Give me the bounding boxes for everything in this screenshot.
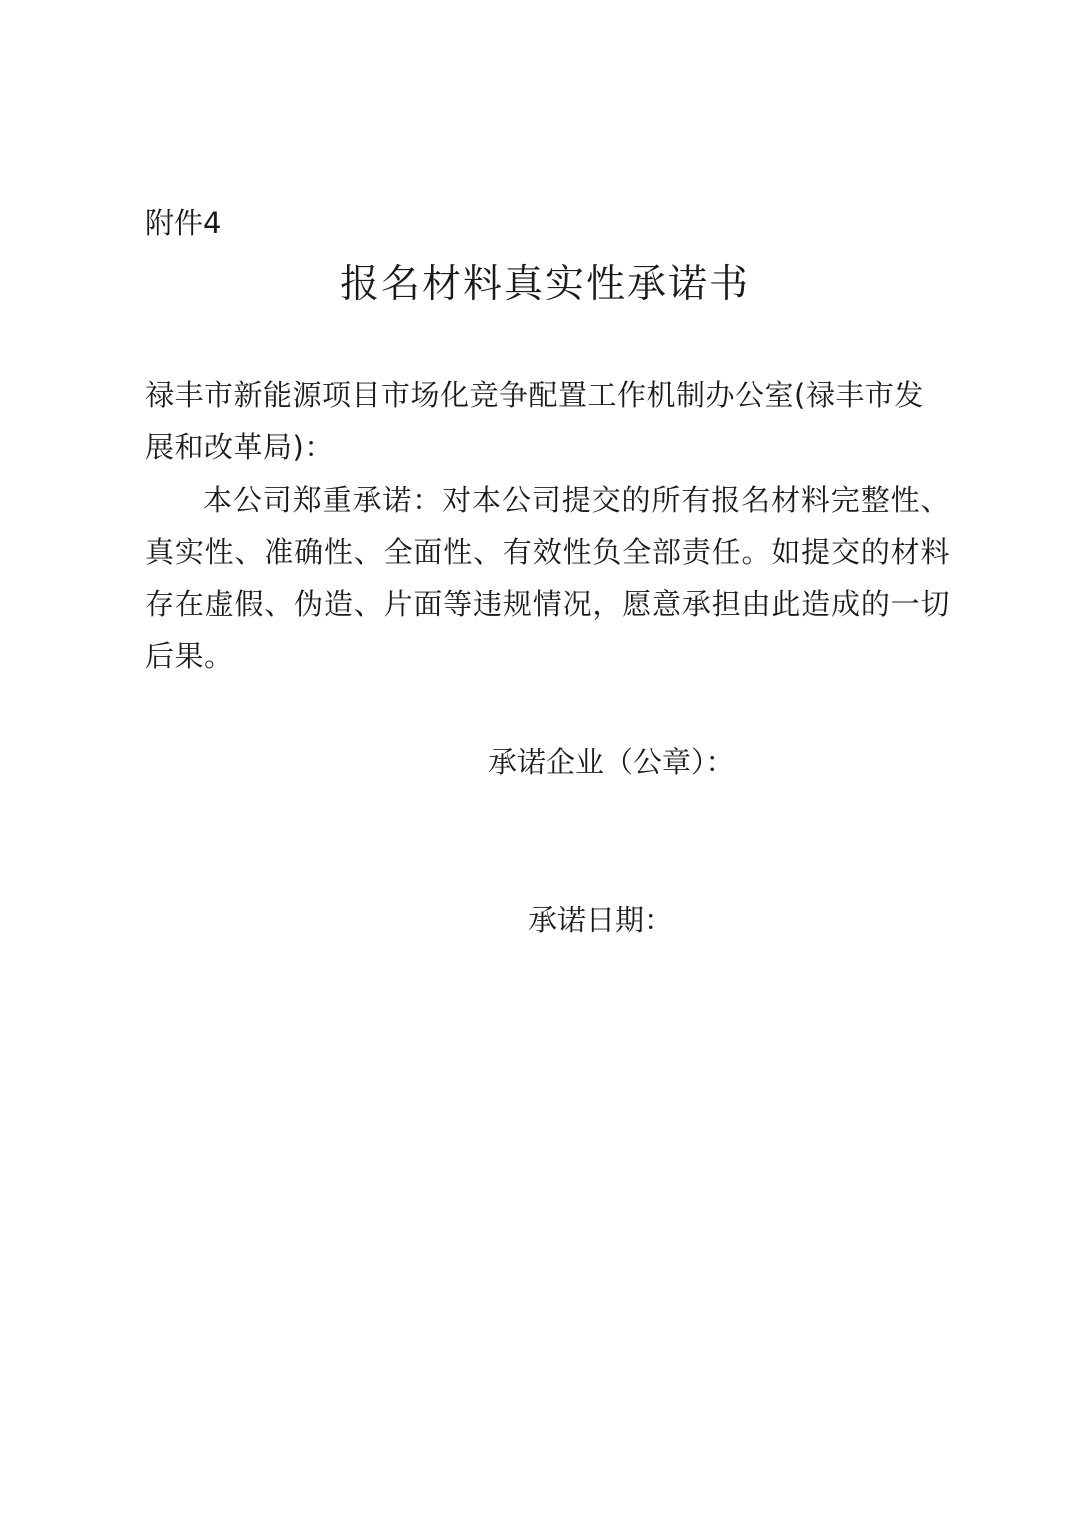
addressee-paragraph: 禄丰市新能源项目市场化竞争配置工作机制办公室(禄丰市发展和改革局)： xyxy=(145,378,924,464)
pledge-date-label: 承诺日期： xyxy=(528,903,674,937)
attachment-label: 附件4 xyxy=(145,206,222,240)
document-title: 报名材料真实性承诺书 xyxy=(339,262,750,307)
company-seal-label: 承诺企业（公章）： xyxy=(488,745,735,779)
pledge-paragraph: 本公司郑重承诺：对本公司提交的所有报名材料完整性、真实性、准确性、全面性、有效性负全部责任。如提交的材料存在虚假、伪造、片面等违规情况，愿意承担由此造成的一切后果。 xyxy=(145,483,950,673)
